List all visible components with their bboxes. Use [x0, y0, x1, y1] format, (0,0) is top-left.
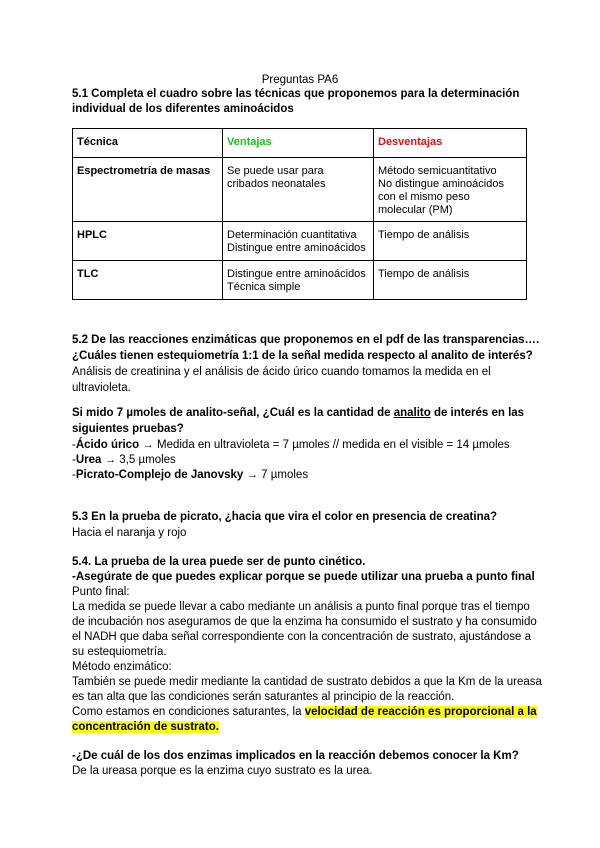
cell-line: molecular (PM)	[378, 204, 453, 216]
punto-final-line-3: el NADH que daba señal correspondiente con la concentración de sustrato, ajustándose a	[72, 631, 532, 643]
question-underlined-word: analito	[393, 407, 431, 419]
item-name: Picrato-Complejo de Janovsky	[75, 469, 244, 481]
section-5-2-question-2-line-2: siguientes pruebas?	[72, 423, 184, 435]
section-5-2-answer-line-1: Análisis de creatinina y el análisis de ácido úrico cuando tomamos la medida en el	[72, 366, 491, 378]
cell-line: Método semicuantitativo	[378, 165, 497, 177]
item-text: → Medida en ultravioleta = 7 µmoles // medida en el visible = 14 µmoles	[139, 439, 510, 451]
table-header-row	[73, 129, 527, 158]
section-5-4-question: -Asegúrate de que puedes explicar porque se puede utilizar una prueba a punto final	[72, 571, 535, 583]
table-row	[73, 158, 527, 222]
cell-line: Técnica simple	[227, 281, 301, 293]
item-text: → 3,5 µmoles	[101, 454, 176, 466]
cell-line: Tiempo de análisis	[378, 229, 470, 241]
section-5-1-title-line-1: 5.1 Completa el cuadro sobre las técnicas que proponemos para la determinación	[72, 88, 520, 100]
header-desventajas: Desventajas	[374, 129, 527, 158]
section-5-2-answer-line-2: ultravioleta.	[72, 382, 131, 394]
table-row	[73, 261, 527, 300]
item-text: → 7 µmoles	[243, 469, 309, 481]
section-5-2-question-line-2: ¿Cuáles tienen estequiometría 1:1 de la señal medida respecto al analito de interés?	[72, 350, 533, 362]
cell-desventajas	[374, 222, 527, 261]
cell-tecnica: HPLC	[73, 222, 223, 261]
punto-final-line-1: La medida se puede llevar a cabo mediante un análisis a punto final porque tras el tiempo	[72, 601, 530, 613]
cell-line: con el mismo peso	[378, 191, 470, 203]
highlighted-text: concentración de sustrato.	[72, 721, 219, 733]
list-dash: -	[72, 454, 76, 466]
section-5-4-title: 5.4. La prueba de la urea puede ser de punto cinético.	[72, 556, 366, 568]
techniques-table	[72, 128, 527, 300]
cell-desventajas	[374, 158, 527, 222]
cell-line: Distingue entre aminoácidos	[227, 268, 366, 280]
list-dash: -	[72, 439, 76, 451]
metodo-enzimatico-label: Método enzimático:	[72, 661, 172, 673]
metodo-enzimatico-line-4	[72, 720, 532, 735]
item-name: Ácido úrico	[75, 439, 140, 451]
question-text: Si mido 7 µmoles de analito-señal, ¿Cuál es la cantidad de	[72, 407, 394, 419]
header-ventajas: Ventajas	[223, 129, 374, 158]
section-5-3-question: 5.3 En la prueba de picrato, ¿hacia que vira el color en presencia de creatina?	[72, 511, 498, 523]
cell-line: cribados neonatales	[227, 178, 326, 190]
highlighted-text: velocidad de reacción es proporcional a la	[304, 706, 537, 718]
list-dash: -	[72, 469, 76, 481]
cell-line: Se puede usar para	[227, 165, 324, 177]
punto-final-line-4: su estequiometría.	[72, 646, 167, 658]
cell-line: Tiempo de análisis	[378, 268, 470, 280]
section-5-2-question-line-1: 5.2 De las reacciones enzimáticas que proponemos en el pdf de las transparencias….	[72, 334, 540, 346]
metodo-enzimatico-line-1: También se puede medir mediante la cantidad de sustrato debidos a que la Km de la ureasa	[72, 676, 542, 688]
cell-line: No distingue aminoácidos	[378, 178, 504, 190]
cell-line: Determinación cuantitativa	[227, 229, 357, 241]
section-5-4-question-2: -¿De cuál de los dos enzimas implicados en la reacción debemos conocer la Km?	[72, 750, 519, 762]
section-5-3-answer: Hacia el naranja y rojo	[72, 527, 187, 539]
document-title: Preguntas PA6	[261, 74, 339, 86]
section-5-4-answer-2: De la ureasa porque es la enzima cuyo sustrato es la urea.	[72, 765, 373, 777]
metodo-enzimatico-line-2: es tan alta que las condiciones serán saturantes al principio de la reacción.	[72, 691, 455, 703]
question-text: de interés en las	[430, 407, 525, 419]
section-5-1-title-line-2: individual de los diferentes aminoácidos	[72, 103, 294, 115]
cell-desventajas	[374, 261, 527, 300]
cell-tecnica: Espectrometría de masas	[73, 158, 223, 222]
table-row	[73, 222, 527, 261]
punto-final-label: Punto final:	[72, 586, 130, 598]
section-5-2-question-2-line-1	[72, 406, 532, 421]
list-item	[72, 453, 532, 468]
cell-ventajas	[223, 261, 374, 300]
cell-line: Distingue entre aminoácidos	[227, 242, 366, 254]
list-item	[72, 468, 532, 483]
cell-tecnica: TLC	[73, 261, 223, 300]
list-item	[72, 438, 532, 453]
paragraph-text: Como estamos en condiciones saturantes, la	[72, 706, 305, 718]
metodo-enzimatico-line-3	[72, 705, 537, 720]
header-tecnica: Técnica	[73, 129, 223, 158]
punto-final-line-2: de incubación nos aseguramos de que la enzima ha consumido el sustrato y ha consumido	[72, 616, 537, 628]
cell-ventajas	[223, 158, 374, 222]
item-name: Urea	[75, 454, 102, 466]
cell-ventajas	[223, 222, 374, 261]
